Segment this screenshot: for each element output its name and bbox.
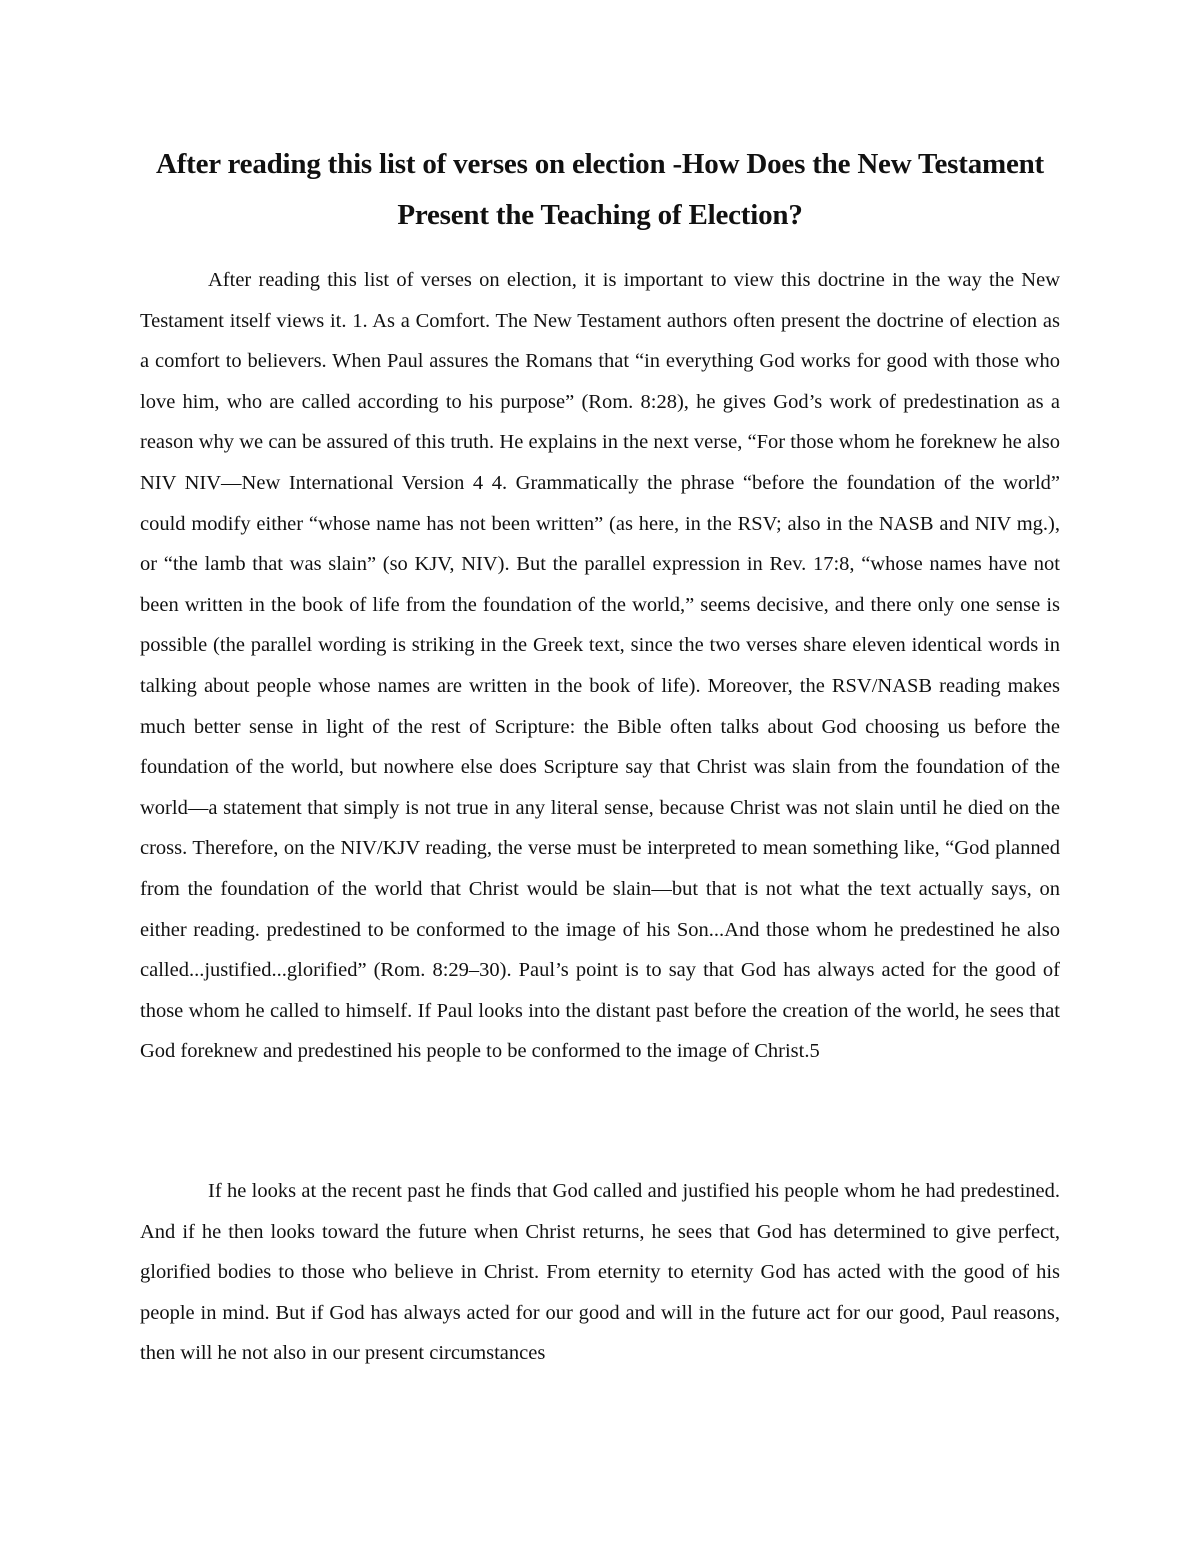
body-paragraph-2: If he looks at the recent past he finds that God called and justified his people whom he had predestined. And if he then looks toward the future when Christ returns, he sees that God has determined to give perfect, glorified bodies to those who believe in Christ. From eternity to eternity God has acted with the good of his people in mind. But if God has always acted for our good and will in the future act for our good, Paul reasons, then will he not also in our present circumstances [140, 1180, 1060, 1365]
document-title: After reading this list of verses on election -How Does the New Testament Present the Teaching of Election? [155, 148, 1045, 231]
body-paragraph-1: After reading this list of verses on election, it is important to view this doctrine in the way the New Testament itself views it. 1. As a Comfort. The New Testament authors often present the doctrine of election as a comfort to believers. When Paul assures the Romans that “in everything God works for good with those who love him, who are called according to his purpose” (Rom. 8:28), he gives God’s work of predestination as a reason why we can be assured of this truth. He explains in the next verse, “For those whom he foreknew he also NIV NIV—New International Version 4 4. Grammatically the phrase “before the foundation of the world” could modify either “whose name has not been written” (as here, in the RSV; also in the NASB and NIV mg.), or “the lamb that was slain” (so KJV, NIV). But the parallel expression in Rev. 17:8, “whose names have not been written in the book of life from the foundation of the world,” seems decisive, and there only one sense is possible (the parallel wording is striking in the Greek text, since the two verses share eleven identical words in talking about people whose names are written in the book of life). Moreover, the RSV/NASB reading makes much better sense in light of the rest of Scripture: the Bible often talks about God choosing us before the foundation of the world, but nowhere else does Scripture say that Christ was slain from the foundation of the world—a statement that simply is not true in any literal sense, because Christ was not slain until he died on the cross. Therefore, on the NIV/KJV reading, the verse must be interpreted to mean something like, “God planned from the foundation of the world that Christ would be slain—but that is not what the text actually says, on either reading. predestined to be conformed to the image of his Son...And those whom he predestined he also called...justified...glorified” (Rom. 8:29–30). Paul’s point is to say that God has always acted for the good of those whom he called to himself. If Paul looks into the distant past before the creation of the world, he sees that God foreknew and predestined his people to be conformed to the image of Christ.5 [140, 269, 1060, 1063]
